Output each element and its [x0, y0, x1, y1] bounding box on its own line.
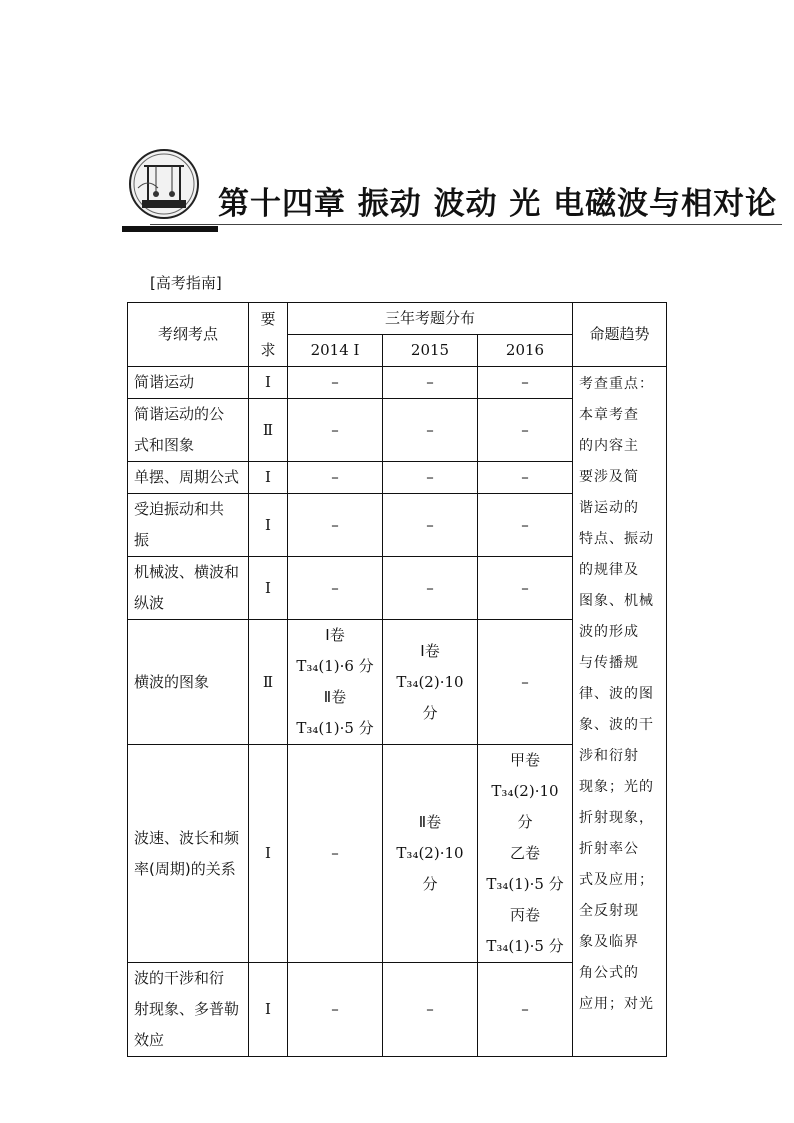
exam-line: Ⅰ卷	[420, 641, 440, 660]
table-row-point	[128, 963, 249, 1057]
trend-line: 的内容主	[579, 438, 639, 454]
point-line: 射现象、多普勒	[134, 1000, 240, 1018]
chapter-logo-icon	[128, 148, 200, 220]
trend-line: 的规律及	[579, 562, 639, 578]
trend-line: 式及应用；	[579, 872, 654, 888]
table-row-point	[128, 462, 249, 494]
header-year: 2016	[478, 335, 573, 367]
table-row-2015: –	[383, 557, 478, 620]
header-requirement	[249, 303, 288, 367]
header-rule	[150, 224, 782, 225]
header-year: 2014 Ⅰ	[288, 335, 383, 367]
exam-line: T₃₄(1)·6 分	[296, 657, 374, 675]
table-row-2016: –	[478, 494, 573, 557]
point-line: 率(周期)的关系	[134, 859, 236, 878]
exam-line: T₃₄(1)·5 分	[486, 875, 564, 893]
table-row-point	[128, 367, 249, 399]
table-row-point	[128, 399, 249, 462]
table-row-2014: –	[288, 399, 383, 462]
header-trend: 命题趋势	[573, 303, 667, 367]
table-row-2015	[383, 620, 478, 745]
point-line: 效应	[134, 1031, 165, 1049]
trend-line: 与传播规	[579, 655, 639, 671]
table-row-2014: –	[288, 963, 383, 1057]
point-line: 简谐运动的公	[134, 405, 225, 423]
table-row-2015: –	[383, 963, 478, 1057]
header-requirement-line: 求	[260, 340, 276, 359]
exam-line: 丙卷	[509, 906, 540, 924]
header-rule-accent	[122, 226, 218, 232]
trend-line: 折射率公	[579, 841, 639, 857]
table-row-2014: –	[288, 557, 383, 620]
point-line: 机械波、横波和	[134, 563, 240, 581]
trend-line: 要涉及简	[579, 469, 639, 485]
exam-line: 乙卷	[509, 844, 540, 862]
trend-line: 谐运动的	[579, 500, 639, 516]
table-row-2014: –	[288, 462, 383, 494]
table-row-req: Ⅰ	[249, 367, 288, 399]
trend-line: 律、波的图	[579, 686, 654, 702]
trend-line: 现象；光的	[579, 779, 654, 795]
point-line: 横波的图象	[134, 672, 210, 691]
trend-line: 本章考查	[579, 407, 639, 423]
exam-line: T₃₄(2)·10 分	[396, 844, 464, 893]
trend-line: 图象、机械	[579, 593, 654, 609]
trend-line: 考查重点：	[579, 376, 654, 392]
table-row-2016: –	[478, 963, 573, 1057]
table-row-2016: –	[478, 399, 573, 462]
table-row-2015: –	[383, 367, 478, 399]
header-distribution: 三年考题分布	[288, 303, 573, 335]
chapter-title: 第十四章 振动 波动 光 电磁波与相对论	[218, 186, 778, 222]
exam-line: T₃₄(1)·5 分	[486, 937, 564, 955]
exam-line: 甲卷	[509, 751, 540, 769]
point-line: 单摆、周期公式	[134, 468, 240, 486]
table-row-2014: –	[288, 745, 383, 963]
exam-line: Ⅰ卷	[325, 626, 345, 644]
point-line: 纵波	[134, 594, 165, 612]
table-row-point	[128, 494, 249, 557]
point-line: 振	[134, 531, 150, 549]
point-line: 波的干涉和衍	[134, 969, 225, 987]
exam-line: Ⅱ卷	[323, 688, 347, 706]
table-row-2015: –	[383, 462, 478, 494]
table-row-2016: –	[478, 620, 573, 745]
table-row-2016: –	[478, 557, 573, 620]
trend-line: 角公式的	[579, 965, 639, 981]
exam-line: Ⅱ卷	[418, 813, 442, 831]
table-row-req: Ⅱ	[249, 620, 288, 745]
table-row-req: Ⅰ	[249, 557, 288, 620]
table-row-req: Ⅰ	[249, 745, 288, 963]
trend-line: 波的形成	[579, 624, 639, 640]
table-row-2014: –	[288, 367, 383, 399]
point-line: 波速、波长和频	[134, 828, 240, 847]
trend-line: 象、波的干	[579, 717, 654, 733]
table-row-req: Ⅰ	[249, 462, 288, 494]
exam-line: T₃₄(2)·10 分	[396, 672, 464, 722]
table-row-2014	[288, 620, 383, 745]
table-row-2016: –	[478, 462, 573, 494]
table-row-2015	[383, 745, 478, 963]
table-row-point	[128, 557, 249, 620]
header-year: 2015	[383, 335, 478, 367]
section-label: [高考指南]	[150, 274, 222, 292]
trend-line: 涉和衍射	[579, 748, 639, 764]
exam-line: T₃₄(2)·10 分	[491, 782, 559, 831]
trend-line: 象及临界	[579, 934, 639, 950]
table-row-2016	[478, 745, 573, 963]
table-row-2015: –	[383, 494, 478, 557]
table-row-2014: –	[288, 494, 383, 557]
trend-cell	[573, 367, 667, 1057]
table-row-point	[128, 620, 249, 745]
exam-guide-table	[127, 302, 667, 1057]
table-row-2015: –	[383, 399, 478, 462]
trend-line: 折射现象，	[579, 810, 654, 826]
point-line: 简谐运动	[134, 373, 195, 391]
point-line: 式和图象	[134, 436, 195, 454]
table-row-point	[128, 745, 249, 963]
table-row-req: Ⅱ	[249, 399, 288, 462]
header-requirement-line: 要	[260, 309, 276, 328]
table-row-2016: –	[478, 367, 573, 399]
trend-line: 特点、振动	[579, 531, 654, 547]
point-line: 受迫振动和共	[134, 500, 225, 518]
table-row-req: Ⅰ	[249, 963, 288, 1057]
trend-line: 应用；对光	[579, 996, 654, 1012]
exam-line: T₃₄(1)·5 分	[296, 719, 374, 737]
table-row-req: Ⅰ	[249, 494, 288, 557]
header-point: 考纲考点	[128, 303, 249, 367]
trend-line: 全反射现	[579, 903, 639, 919]
